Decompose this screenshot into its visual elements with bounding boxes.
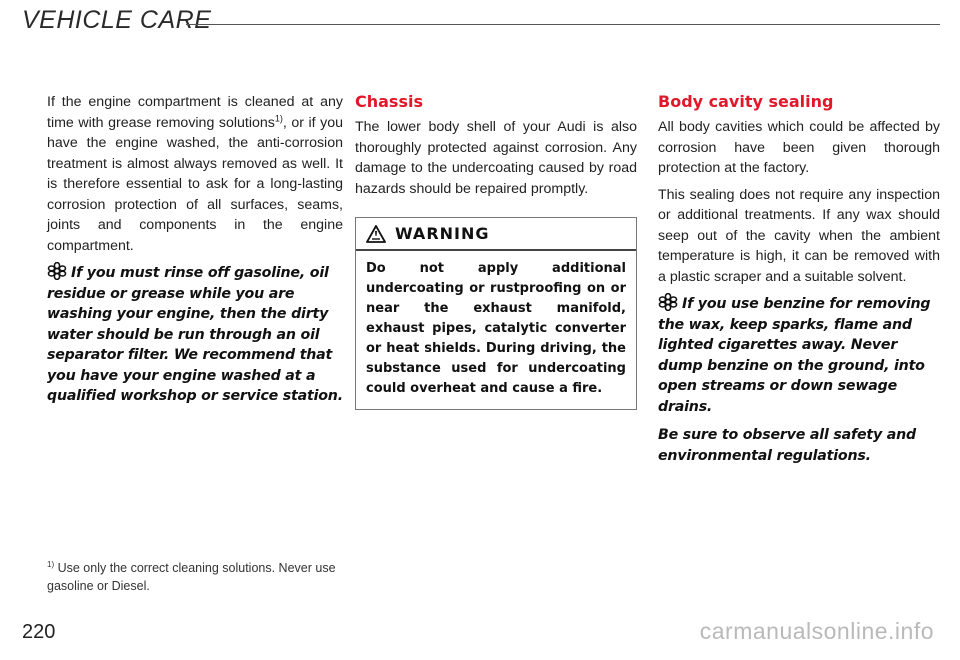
- engine-cleaning-text-start: If the engine compartment is cleaned at any time with grease removing solutions: [47, 94, 343, 131]
- page-number: 220: [22, 621, 56, 643]
- environment-caution: [47, 262, 343, 407]
- middle-column: [355, 92, 637, 410]
- warning-box: [355, 217, 637, 410]
- section-title: VEHICLE CARE: [22, 6, 212, 34]
- footnote: [47, 559, 347, 595]
- body-cavity-heading: Body cavity sealing: [658, 92, 834, 111]
- page-header: [22, 4, 940, 44]
- environment-icon: [658, 293, 678, 311]
- header-rule: [186, 24, 940, 25]
- watermark: carmanualsonline.info: [699, 618, 934, 644]
- environment-icon: [47, 262, 67, 280]
- body-cavity-paragraph-1: All body cavities which could be affected by corrosion have been given thorough protection at the factory.: [658, 119, 940, 176]
- environment-caution-text: If you must rinse off gasoline, oil residue or grease while you are washing your engine, then the dirty water should be run through an oil separator filter. We recommend that you have your engine washed at a qualified workshop or service station.: [47, 265, 343, 404]
- footnote-text: Use only the correct cleaning solutions. Never use gasoline or Diesel.: [47, 561, 336, 593]
- left-column: [47, 92, 343, 415]
- warning-triangle-icon: [366, 225, 386, 243]
- benzine-caution-text: If you use benzine for removing the wax, keep sparks, flame and lighted cigarettes away. Never dump benzine on the ground, into open streams or down sewage drains.: [658, 296, 931, 415]
- regulations-caution: Be sure to observe all safety and environmental regulations.: [658, 427, 916, 464]
- warning-title: WARNING: [395, 224, 490, 243]
- right-column: [658, 92, 940, 474]
- benzine-caution: [658, 293, 940, 417]
- warning-text: Do not apply additional undercoating or rustproofing on or near the exhaust manifold, exhaust pipes, catalytic converter or heat shields. During driving, the substance used for undercoating could overheat and cause a fire.: [366, 261, 626, 396]
- engine-cleaning-paragraph: [47, 92, 343, 256]
- warning-header: [356, 218, 636, 251]
- footnote-ref[interactable]: 1): [274, 112, 283, 123]
- footnote-marker: 1): [47, 559, 55, 569]
- chassis-paragraph: The lower body shell of your Audi is also thoroughly protected against corrosion. Any damage to the undercoating caused by road hazards should be repaired promptly.: [355, 119, 637, 197]
- engine-cleaning-text-end: , or if you have the engine washed, the anti-corrosion treatment is almost always removed as well. It is therefore essential to ask for a long-lasting corrosion protection of all surfaces, seams, joints and components in the engine compartment.: [47, 114, 343, 254]
- body-cavity-paragraph-2: This sealing does not require any inspection or additional treatments. If any wax should seep out of the cavity when the ambient temperature is high, it can be removed with a plastic scraper and a suitable solvent.: [658, 186, 940, 285]
- chassis-heading: Chassis: [355, 92, 423, 111]
